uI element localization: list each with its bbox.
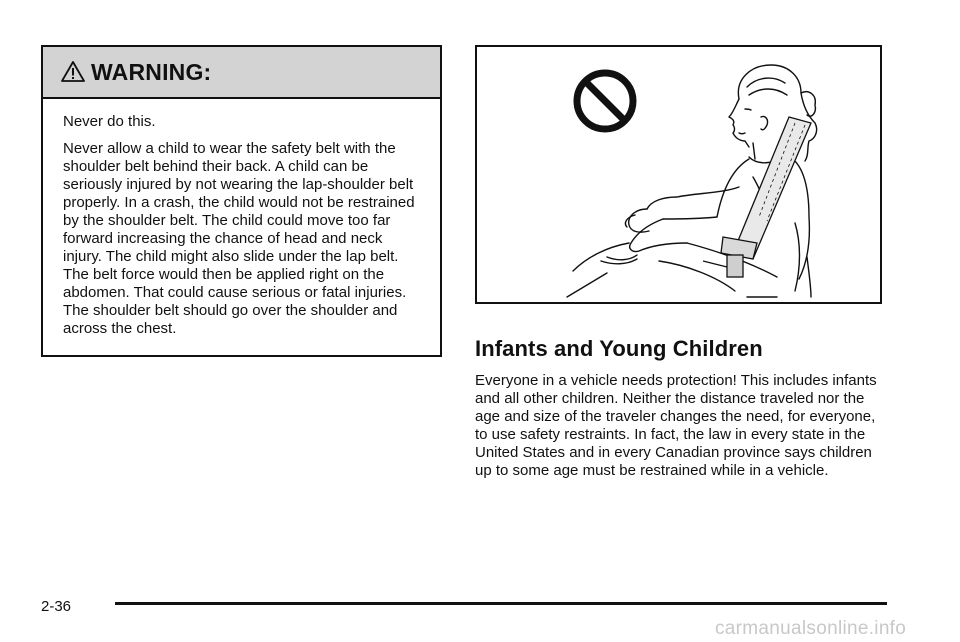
warning-paragraph: Never do this. — [63, 113, 156, 130]
footer-rule — [115, 602, 887, 605]
warning-header — [43, 47, 440, 99]
warning-title: WARNING: — [91, 58, 212, 85]
section-body: Everyone in a vehicle needs protection! This includes infants and all other children. Neither the distance traveled nor the age and size of the traveler changes the need, for everyone, to use safety restraints. In fact, the law in every state in the United States and in every Canadian province says children up to some age must be restrained while in a vehicle. — [475, 372, 877, 479]
prohibition-icon — [577, 73, 633, 129]
warning-triangle-icon — [61, 60, 85, 84]
safety-belt-illustration — [475, 45, 882, 304]
section-heading: Infants and Young Children — [475, 336, 763, 361]
watermark: carmanualsonline.info — [715, 618, 907, 639]
child-seated-illustration — [477, 47, 880, 302]
warning-paragraph: Never allow a child to wear the safety belt with the shoulder belt behind their back. A child can be seriously injured by not wearing the lap-shoulder belt properly. In a crash, the child would not be restrained by the shoulder belt. The child could move too far forward increasing the chance of head and neck injury. The child might also slide under the lap belt. The belt force would then be applied right on the abdomen. That could cause serious or fatal injuries. The shoulder belt should go over the shoulder and across the chest. — [63, 140, 415, 337]
warning-box — [41, 45, 442, 357]
warning-body — [43, 99, 440, 338]
page-number: 2-36 — [41, 598, 72, 615]
